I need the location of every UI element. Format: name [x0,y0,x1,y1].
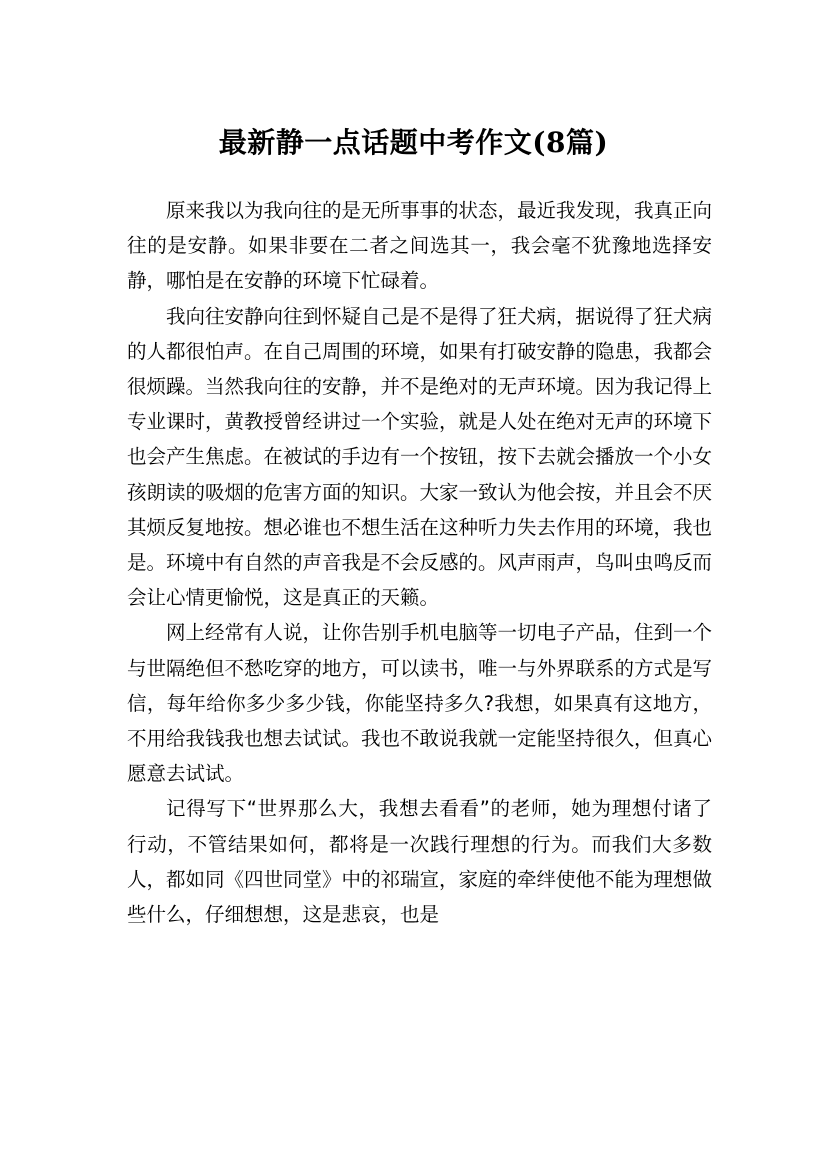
paragraph-4: 记得写下“世界那么大，我想去看看”的老师，她为理想付诸了行动，不管结果如何，都将是一次践行理想的行为。而我们大多数人，都如同《四世同堂》中的祁瑞宣，家庭的牵绊使他不能为理想做些什么，仔细想想，这是悲哀，也是 [127,797,713,927]
article-body [127,193,712,932]
paragraph-3: 网上经常有人说，让你告别手机电脑等一切电子产品，住到一个与世隔绝但不愁吃穿的地方，可以读书，唯一与外界联系的方式是写信，每年给你多少多少钱，你能坚持多久?我想，如果真有这地方，不用给我钱我也想去试试。我也不敢说我就一定能坚持很久，但真心愿意去试试。 [127,621,713,786]
paragraph-2: 我向往安静向往到怀疑自己是不是得了狂犬病，据说得了狂犬病的人都很怕声。在自己周围的环境，如果有打破安静的隐患，我都会很烦躁。当然我向往的安静，并不是绝对的无声环境。因为我记得上专业课时，黄教授曾经讲过一个实验，就是人处在绝对无声的环境下也会产生焦虑。在被试的手边有一个按钮，按下去就会播放一个小女孩朗读的吸烟的危害方面的知识。大家一致认为他会按，并且会不厌其烦反复地按。想必谁也不想生活在这种听力失去作用的环境，我也是。环境中有自然的声音我是不会反感的。风声雨声，鸟叫虫鸣反而会让心情更愉悦，这是真正的天籁。 [127,304,713,610]
page-title: 最新静一点话题中考作文(8篇) [218,125,609,159]
paragraph-1: 原来我以为我向往的是无所事事的状态，最近我发现，我真正向往的是安静。如果非要在二者之间选其一，我会毫不犹豫地选择安静，哪怕是在安静的环境下忙碌着。 [127,199,713,293]
